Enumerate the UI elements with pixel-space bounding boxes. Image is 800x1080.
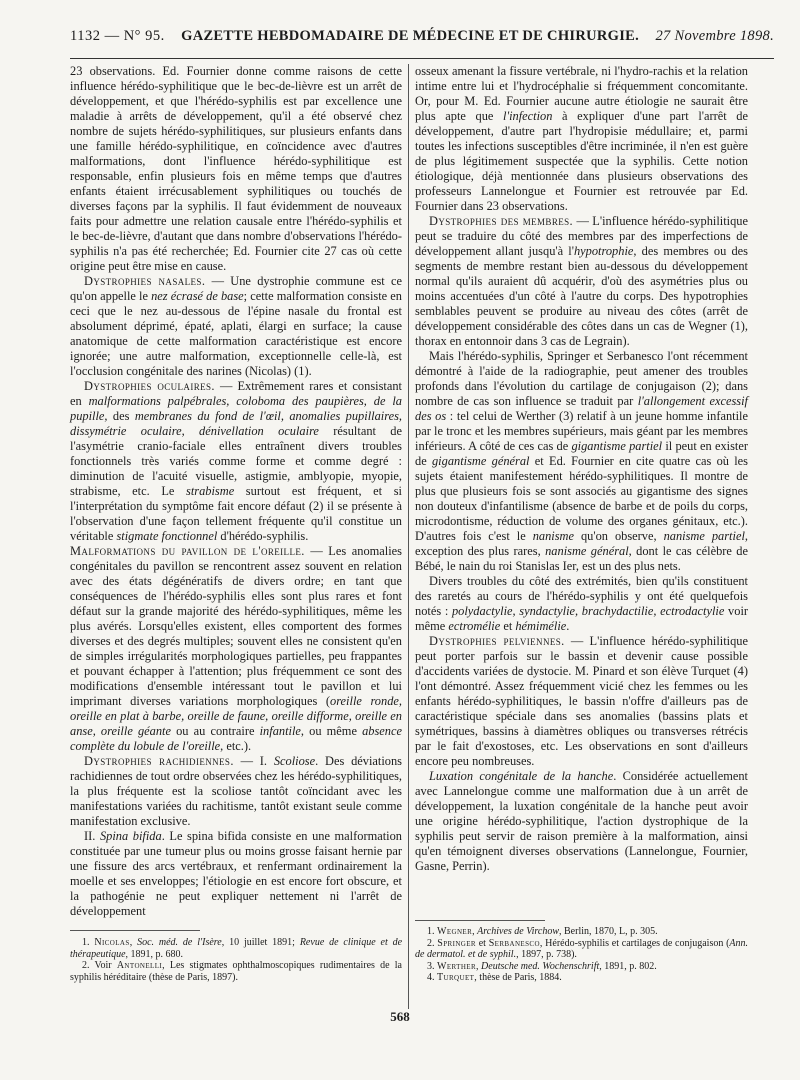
- paragraph-dystrophies-membres: Dystrophies des membres. — L'influence hérédo-syphilitique peut se traduire du côté des membres par des imperfections de développement allant jusqu'à l'hypotrophie, des membres ou des segments de membre restant bien au-dessous du développement normal qu'ils auraient dû acquérir, d'où des asymétries plus ou moins accentuées d'un côté à l'autre du corps. Des hypotrophies semblables peuvent se produire au niveau des côtes (arrêt de développement considérable des côtes dans un cas de Wegner (1), thorax en entonnoir dans 3 cas de Legrain).: [415, 214, 748, 348]
- header-page-number: 1132 — N° 95.: [70, 28, 165, 44]
- section-heading: Dystrophies pelviennes.: [429, 634, 565, 648]
- section-heading: Dystrophies rachidiennes.: [84, 754, 234, 768]
- section-heading: Malformations du pavillon de l'oreille.: [70, 544, 305, 558]
- section-heading: Dystrophies des membres.: [429, 214, 574, 228]
- paragraph-dystrophies-nasales: Dystrophies nasales. — Une dystrophie commune est ce qu'on appelle le nez écrasé de base; cette malformation consiste en ceci que le nez au-dessous de l'épine nasale du frontal est absolument déprimé, épaté, aplati, élargi en surface; la cause anatomique de cette malformation caractéristique est encore ignorée; une autre malformation, exceptionnelle celle-là, est l'occlusion congénitale des narines (Nicolas) (1).: [70, 274, 402, 378]
- issue-date: 27 Novembre 1898.: [655, 28, 774, 44]
- paragraph-malformations-oreille: Malformations du pavillon de l'oreille. — Les anomalies congénitales du pavillon se rencontrent assez souvent en relation avec des états dégénératifs de divers ordre; en tant que conséquences de l'hérédo-syphilis elles sont plus rares et font défaut sur la grande majorité des hérédo-syphilitiques, même les plus avérés. Lorsqu'elles existent, elles comportent des formes diverses et des degrés multiples; souvent elles ne consistent qu'en de simples irrégularités morphologiques partielles, peu frappantes et pouvant échapper à l'attention; plus fréquemment ce sont des modifications d'ensemble intéressant tout le pavillon et lui imprimant diverses variations morphologiques (oreille ronde, oreille en plat à barbe, oreille de faune, oreille difforme, oreille en anse, oreille géante ou au contraire infantile, ou même absence complète du lobule de l'oreille, etc.).: [70, 544, 402, 753]
- footnotes-left: [70, 937, 402, 983]
- footnote-rule-left: [70, 930, 200, 931]
- page-number: 568: [390, 1009, 410, 1024]
- paragraph-spina-bifida: II. Spina bifida. Le spina bifida consiste en une malformation constituée par une tumeur plus ou moins grosse faisant hernie par une fissure des arcs vertébraux, et renfermant ordinairement la moelle et ses enveloppes; l'étiologie en est encore fort obscure, et la pathogénie ne peut expliquer nettement ni l'arrêt de développement: [70, 829, 402, 918]
- running-header: [70, 28, 774, 59]
- paragraph-bec-de-lievre: 23 observations. Ed. Fournier donne comme raisons de cette influence hérédo-syphilitique que le bec-de-lièvre est un arrêt de développement, et que l'hérédo-syphilis est par excellence une maladie à arrêts de développement, qu'il a été observé chez nombre de sujets hérédo-syphilitiques, sur plusieurs enfants dans une famille hérédo-syphilitique, en coïncidence avec d'autres malformations, dont l'influence hérédo-syphilitique est responsable, enfin plusieurs fois en même temps que d'autres enfants étaient irrécusablement syphilitiques ou touchés de diverses façons par la syphilis. Il faut évidemment de nouveaux faits pour admettre une relation causale entre l'hérédo-syphilis et le bec-de-lièvre, d'autant que dans nombre d'observations l'hérédo-syphilis n'a pas été recherchée; Ed. Fournier cite 27 cas où cette origine peut être mise en cause.: [70, 64, 402, 273]
- paragraph-extremites: Divers troubles du côté des extrémités, bien qu'ils constituent des raretés au cours de l'hérédo-syphilis y ont été quelquefois notés : polydactylie, syndactylie, brachydactilie, ectrodactylie voir même ectromélie et hémimélie.: [415, 574, 749, 633]
- paragraph-dystrophies-oculaires: Dystrophies oculaires. — Extrêmement rares et consistant en malformations palpébrales, coloboma des paupières, de la pupille, des membranes du fond de l'œil, anomalies pupillaires, dissymétrie oculaire, dénivellation oculaire résultant de l'asymétrie cranio-faciale elles entraînent divers troubles fonctionnels très variés comme forme et comme degré : diminution de l'acuité visuelle, astigmie, amblyopie, myopie, strabisme, etc. Le strabisme surtout est fréquent, et si l'interprétation du symptôme fait encore défaut (2) il se présente à l'observation d'une façon tellement fréquente qu'il constitue un véritable stigmate fonctionnel d'hérédo-syphilis.: [70, 379, 403, 543]
- footnote: 1. Wegner, Archives de Virchow, Berlin, 1870, L, p. 305.: [427, 926, 658, 937]
- section-heading: Dystrophies oculaires.: [84, 379, 215, 393]
- footnote: 1. Nicolas, Soc. méd. de l'Isère, 10 juillet 1891; Revue de clinique et de thérapeutique, 1891, p. 680.: [70, 937, 403, 960]
- left-column: [70, 64, 402, 919]
- footnote: 2. Voir Antonelli, Les stigmates ophthalmoscopiques rudimentaires de la syphilis héréditaire (thèse de Paris, 1897).: [70, 960, 402, 983]
- footnote: 3. Werther, Deutsche med. Wochenschrift, 1891, p. 802.: [427, 960, 657, 972]
- section-heading: Dystrophies nasales.: [84, 274, 206, 288]
- paragraph-luxation-hanche: Luxation congénitale de la hanche. Considérée actuellement avec Lannelongue comme une malformation due à un arrêt de développement, la luxation congénitale de la hanche peut avoir une origine hérédo-syphilitique, l'action dystrophique de la syphilis peut servir de raison première à la malformation, ainsi qu'en témoignent diverses observations (Lannelongue, Fournier, Gasne, Perrin).: [415, 769, 748, 873]
- paragraph-spina-bifida-cont: osseux amenant la fissure vertébrale, ni l'hydro-rachis et la relation intime entre lui et l'hydrocéphalie si fréquemment concomitante. Or, pour M. Ed. Fournier aucune autre étiologie ne saurait être plus apte que l'infection à expliquer d'une part l'arrêt de développement, d'autre part l'hydropisie médullaire; et, parmi toutes les infections susceptibles d'être incriminée, il n'en est guère de plus légitimement suspectée que la syphilis. Cette notion étiologique, déjà mentionnée dans plusieurs observations des professeurs Lannelongue et Fournier est retrouvée par Ed. Fournier dans 23 observations.: [415, 64, 748, 213]
- footnote-rule-right: [415, 920, 545, 921]
- footnote: 2. Springer et Serbanesco, Hérédo-syphilis et cartilages de conjugaison (Ann. de dermatol. et de syphil., 1897, p. 738).: [415, 937, 749, 960]
- journal-title: GAZETTE HEBDOMADAIRE DE MÉDECINE ET DE CHIRURGIE.: [181, 28, 640, 44]
- paragraph-dystrophies-rachidiennes: Dystrophies rachidiennes. — I. Scoliose. Des déviations rachidiennes de tout ordre observées chez les hérédo-syphilitiques, la plus fréquente est la scoliose tantôt coïncidant avec les manifestations variées du rachitisme, tantôt existant seule comme manifestation exclusive.: [70, 754, 402, 828]
- paragraph-gigantisme: Mais l'hérédo-syphilis, Springer et Serbanesco l'ont récemment démontré à l'aide de la radiographie, peut amener des troubles profonds dans l'évolution du cartilage de conjugaison (2); dans nombre de cas son influence se traduit par l'allongement excessif des os : tel celui de Werther (3) relatif à un jeune homme infantile par le tronc et les membres supérieurs, mais géant par les membres inférieurs. A côté de ces cas de gigantisme partiel il peut en exister de gigantisme général et Ed. Fournier en cite quatre cas où les sujets étaient manifestement hérédo-syphilitiques. Il montre de plus que plusieurs fois se sont associés au gigantisme des signes non douteux d'infantilisme (absence de barbe et de poils du corps, microdontisme, réduction de volume des organes génitaux, etc.). D'autres fois c'est le nanisme qu'on observe, nanisme partiel, exception des plus rares, nanisme général, dont le cas célèbre de Bébé, le nain du roi Stanislas Ier, est un des plus nets.: [415, 349, 749, 573]
- footnotes-right: [415, 926, 748, 984]
- paragraph-dystrophies-pelviennes: Dystrophies pelviennes. — L'influence hérédo-syphilitique peut porter parfois sur le bassin et devenir cause possible d'accidents variées de dystocie. M. Pinard et son élève Turquet (4) l'ont démontré. Assez fréquemment vicié chez les femmes ou les enfants hérédo-syphilitiques, le bassin n'offre d'ailleurs pas de caractéristique spéciale dans ses anomalies (bassins plats et symétriques, bassins à diamètres obliques ou transverses rétrécis par le fait d'exostoses, etc. Les observations en sont d'ailleurs encore peu nombreuses.: [415, 634, 748, 768]
- right-column: [415, 64, 748, 874]
- footnote: 4. Turquet, thèse de Paris, 1884.: [427, 972, 562, 983]
- column-divider: [408, 64, 409, 1009]
